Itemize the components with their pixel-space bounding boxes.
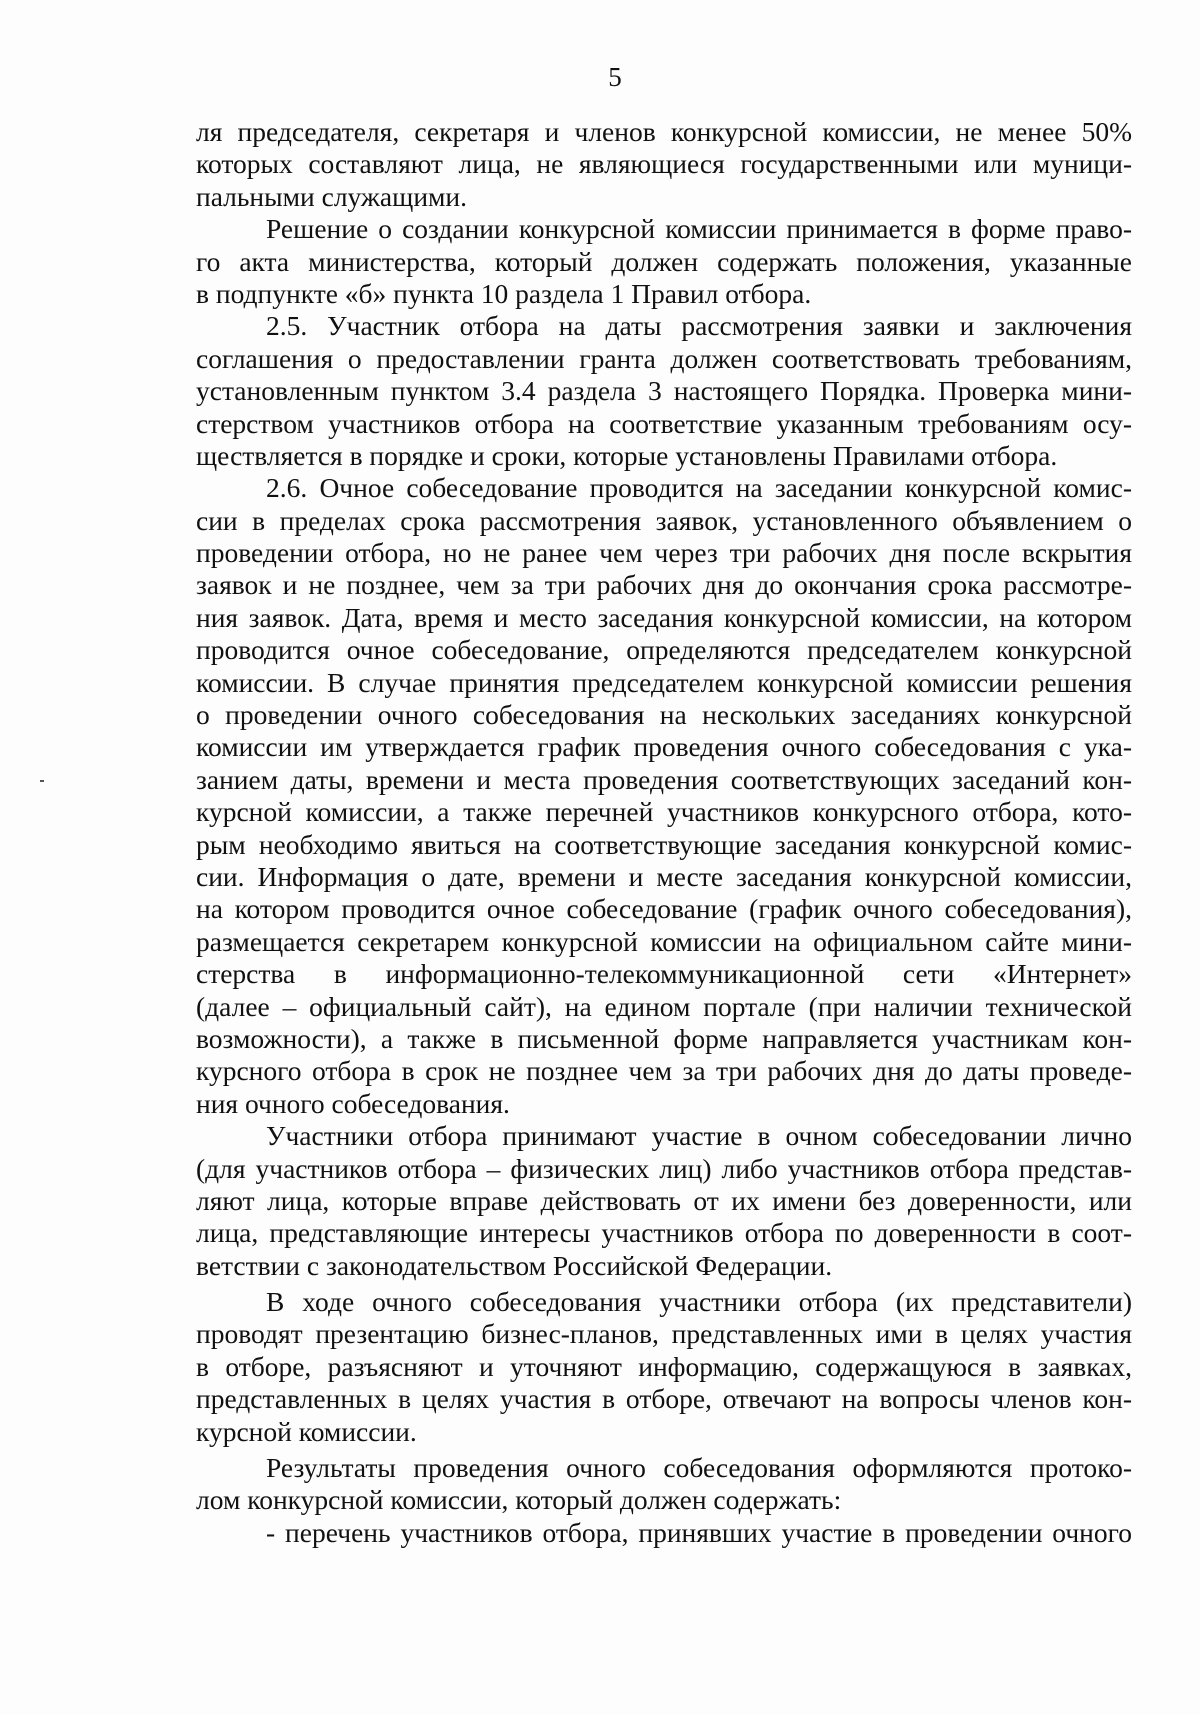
text-line: лом конкурсной комиссии, который должен содержать:	[196, 1484, 842, 1516]
text-line: проведении отбора, но не ранее чем через три рабочих дня после вскрытия	[196, 537, 1132, 569]
paragraph	[196, 116, 1132, 213]
text-line: рым необходимо явиться на соответствующие заседания конкурсной комис-	[196, 828, 1132, 860]
page-number: 5	[608, 62, 622, 92]
list-item	[196, 1517, 1132, 1549]
text-line: в подпункте «б» пункта 10 раздела 1 Правил отбора.	[196, 277, 812, 309]
scan-speck	[40, 780, 44, 782]
text-line: ния очного собеседования.	[196, 1087, 510, 1119]
text-line: соглашения о предоставлении гранта должен соответствовать требованиям,	[196, 342, 1132, 374]
text-line: которых составляют лица, не являющиеся государственными или муници-	[196, 148, 1132, 180]
text-line: установленным пунктом 3.4 раздела 3 настоящего Порядка. Проверка мини-	[196, 375, 1132, 407]
text-line: представленных в целях участия в отборе, отвечают на вопросы членов кон-	[196, 1383, 1132, 1415]
text-line: возможности), а также в письменной форме направляется участникам кон-	[196, 1022, 1132, 1054]
text-line: сии в пределах срока рассмотрения заявок, установленного объявлением о	[196, 504, 1132, 536]
text-line: лица, представляющие интересы участников отбора по доверенности в соот-	[196, 1217, 1132, 1249]
text-line: Участники отбора принимают участие в очном собеседовании лично	[266, 1120, 1132, 1152]
text-line: занием даты, времени и места проведения соответствующих заседаний кон-	[196, 763, 1132, 795]
text-line: ляют лица, которые вправе действовать от их имени без доверенности, или	[196, 1184, 1132, 1216]
text-line: проводят презентацию бизнес-планов, представленных ими в целях участия	[196, 1318, 1132, 1350]
text-line: 2.5. Участник отбора на даты рассмотрения заявки и заключения	[266, 310, 1132, 342]
text-line: курсной комиссии.	[196, 1415, 417, 1447]
document-body	[196, 116, 1132, 1549]
text-line: пальными служащими.	[196, 180, 468, 212]
text-line: го акта министерства, который должен содержать положения, указанные	[196, 245, 1132, 277]
text-line: заявок и не позднее, чем за три рабочих дня до окончания срока рассмотре-	[196, 569, 1132, 601]
text-line: Решение о создании конкурсной комиссии принимается в форме право-	[266, 213, 1132, 245]
text-line: В ходе очного собеседования участники отбора (их представители)	[266, 1286, 1132, 1318]
text-line: размещается секретарем конкурсной комиссии на официальном сайте мини-	[196, 925, 1132, 957]
paragraph	[196, 1120, 1132, 1282]
paragraph	[196, 1286, 1132, 1448]
text-line: 2.6. Очное собеседование проводится на заседании конкурсной комис-	[266, 472, 1132, 504]
text-line: курсного отбора в срок не позднее чем за три рабочих дня до даты проведе-	[196, 1055, 1132, 1087]
text-line: комиссии. В случае принятия председателем конкурсной комиссии решения	[196, 666, 1132, 698]
paragraph	[196, 1452, 1132, 1517]
text-line: курсной комиссии, а также перечней участников конкурсного отбора, кото-	[196, 796, 1132, 828]
paragraph	[196, 472, 1132, 1120]
text-line: (для участников отбора – физических лиц) либо участников отбора представ-	[196, 1152, 1132, 1184]
text-line: в отборе, разъясняют и уточняют информацию, содержащуюся в заявках,	[196, 1350, 1132, 1382]
text-line: комиссии им утверждается график проведения очного собеседования с ука-	[196, 731, 1132, 763]
text-line: ния заявок. Дата, время и место заседания конкурсной комиссии, на котором	[196, 601, 1132, 633]
text-line: - перечень участников отбора, принявших участие в проведении очного	[266, 1516, 1132, 1548]
text-line: ветствии с законодательством Российской Федерации.	[196, 1249, 833, 1281]
text-line: сии. Информация о дате, времени и месте заседания конкурсной комиссии,	[196, 860, 1132, 892]
text-line: проводится очное собеседование, определяются председателем конкурсной	[196, 634, 1132, 666]
text-line: ществляется в порядке и сроки, которые установлены Правилами отбора.	[196, 439, 1058, 471]
text-line: стерством участников отбора на соответствие указанным требованиям осу-	[196, 407, 1132, 439]
text-line: Результаты проведения очного собеседования оформляются протоко-	[266, 1452, 1132, 1484]
paragraph	[196, 213, 1132, 310]
text-line: о проведении очного собеседования на нескольких заседаниях конкурсной	[196, 699, 1132, 731]
text-line: ля председателя, секретаря и членов конкурсной комиссии, не менее 50%	[196, 116, 1132, 147]
paragraph	[196, 310, 1132, 472]
text-line: стерства в информационно-телекоммуникационной сети «Интернет»	[196, 958, 1132, 990]
text-line: (далее – официальный сайт), на едином портале (при наличии технической	[196, 990, 1132, 1022]
text-line: на котором проводится очное собеседование (график очного собеседования),	[196, 893, 1132, 925]
